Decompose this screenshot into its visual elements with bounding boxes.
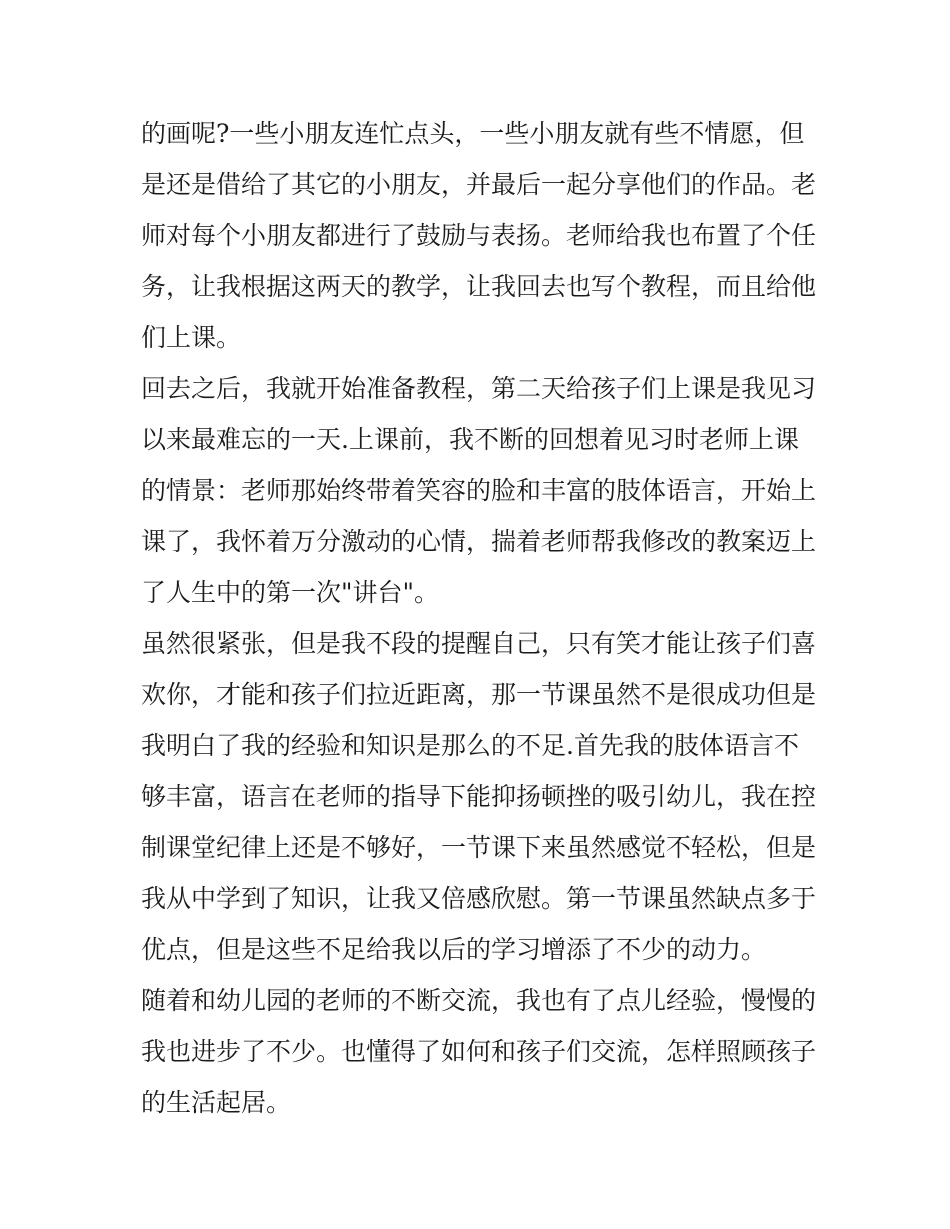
text-line: 欢你，才能和孩子们拉近距离，那一节课虽然不是很成功但是: [141, 680, 817, 709]
document-body: [141, 108, 821, 1128]
text-line: 了人生中的第一次"讲台"。: [141, 578, 439, 607]
text-line: 虽然很紧张，但是我不段的提醒自己，只有笑才能让孩子们喜: [141, 629, 817, 658]
text-line: 随着和幼儿园的老师的不断交流，我也有了点儿经验，慢慢的: [141, 986, 817, 1015]
text-line: 的画呢?一些小朋友连忙点头，一些小朋友就有些不情愿，但: [141, 119, 805, 148]
text-line: 我也进步了不少。也懂得了如何和孩子们交流，怎样照顾孩子: [141, 1037, 817, 1066]
text-line: 们上课。: [141, 323, 242, 352]
text-line: 师对每个小朋友都进行了鼓励与表扬。老师给我也布置了个任: [141, 221, 817, 250]
text-line: 我明白了我的经验和知识是那么的不足.首先我的肢体语言不: [141, 731, 799, 760]
text-line: 课了，我怀着万分激动的心情，揣着老师帮我修改的教案迈上: [141, 527, 817, 556]
text-line: 优点，但是这些不足给我以后的学习增添了不少的动力。: [141, 935, 767, 964]
text-line: 务，让我根据这两天的教学，让我回去也写个教程，而且给他: [141, 272, 817, 301]
text-line: 以来最难忘的一天.上课前，我不断的回想着见习时老师上课: [141, 425, 799, 454]
text-line: 够丰富，语言在老师的指导下能抑扬顿挫的吸引幼儿，我在控: [141, 782, 817, 811]
text-line: 的情景：老师那始终带着笑容的脸和丰富的肢体语言，开始上: [141, 476, 817, 505]
text-line: 的生活起居。: [141, 1088, 292, 1117]
text-line: 回去之后，我就开始准备教程，第二天给孩子们上课是我见习: [141, 374, 817, 403]
text-line: 我从中学到了知识，让我又倍感欣慰。第一节课虽然缺点多于: [141, 884, 817, 913]
text-line: 是还是借给了其它的小朋友，并最后一起分享他们的作品。老: [141, 170, 817, 199]
text-line: 制课堂纪律上还是不够好，一节课下来虽然感觉不轻松，但是: [141, 833, 817, 862]
